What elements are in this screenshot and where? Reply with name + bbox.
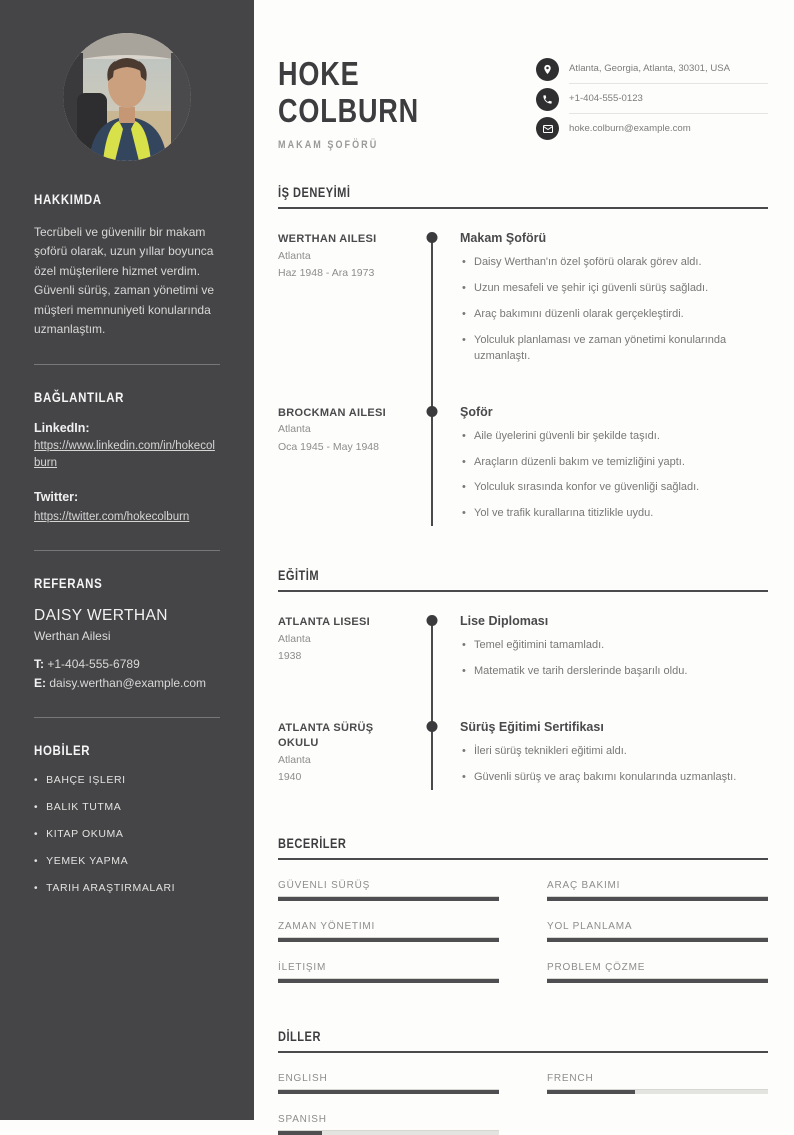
contact-email: hoke.colburn@example.com xyxy=(569,123,691,134)
education-entry-details xyxy=(448,718,768,796)
skill-label: İLETIŞIM xyxy=(278,962,327,974)
bullet: • Araçların düzenli bakım ve temizliğini yaptı. xyxy=(460,455,768,471)
degree-title: Lise Diploması xyxy=(460,614,549,629)
header xyxy=(278,52,768,151)
skill-item xyxy=(547,962,768,983)
language-bar-fill xyxy=(278,1090,499,1094)
timeline-marker xyxy=(416,403,448,533)
language-bar-fill xyxy=(547,1090,635,1094)
school-name: ATLANTA SÜRÜŞ OKULU xyxy=(278,722,374,750)
hobby-label: BALIK TUTMA xyxy=(46,800,122,813)
hobby-list xyxy=(34,774,220,894)
language-label: SPANISH xyxy=(278,1114,327,1126)
main-content xyxy=(254,0,794,1126)
skills-heading: BECERİLER xyxy=(278,836,347,852)
linkedin-link[interactable]: https://www.linkedin.com/in/hokecolburn xyxy=(34,439,215,469)
hobby-item xyxy=(34,855,220,867)
language-bar-fill xyxy=(278,1131,322,1135)
reference-phone xyxy=(34,655,220,674)
hobby-label: BAHÇE IŞLERI xyxy=(46,773,126,786)
hobby-label: TARIH ARAŞTIRMALARI xyxy=(46,881,176,894)
about-text: Tecrübeli ve güvenilir bir makam şoförü olarak, uzun yıllar boyunca özel müşterilere hizmet verdim. Güvenli sürüş, zaman yönetimi ve müşteri memnuniyeti konularında uzmanlaştım. xyxy=(34,225,215,337)
skill-item xyxy=(547,880,768,901)
hobby-item xyxy=(34,774,220,786)
company-name: BROCKMAN AILESI xyxy=(278,406,386,419)
employment-dates: Haz 1948 - Ara 1973 xyxy=(278,266,375,279)
languages-heading: DİLLER xyxy=(278,1029,321,1045)
email-icon xyxy=(536,117,559,140)
skill-bar-fill xyxy=(278,897,499,901)
skill-bar xyxy=(547,937,768,942)
skill-bar-fill xyxy=(547,938,768,942)
bullet-icon: • xyxy=(34,774,39,786)
contact-row-phone xyxy=(536,84,768,114)
links-section xyxy=(34,389,220,527)
skill-label: ARAÇ BAKIMI xyxy=(547,880,621,892)
about-heading: HAKKIMDA xyxy=(34,191,102,207)
education-section xyxy=(278,568,768,796)
bullet: • Güvenli sürüş ve araç bakımı konularında uzmanlaştı. xyxy=(460,770,768,786)
skill-label: ZAMAN YÖNETIMI xyxy=(278,921,376,933)
reference-section xyxy=(34,575,220,692)
skill-bar-fill xyxy=(278,979,499,983)
language-item xyxy=(547,1073,768,1094)
reference-phone-label: T: xyxy=(34,657,44,672)
sidebar-divider xyxy=(34,364,220,365)
timeline-marker xyxy=(416,718,448,796)
skills-grid xyxy=(278,880,768,983)
role-title: Şoför xyxy=(460,404,493,419)
bullet: • Uzun mesafeli ve şehir içi güvenli sürüş sağladı. xyxy=(460,281,768,297)
language-label: ENGLISH xyxy=(278,1073,328,1085)
linkedin-label: LinkedIn: xyxy=(34,420,90,435)
skill-bar xyxy=(278,978,499,983)
bullet-icon: • xyxy=(34,828,39,840)
bullet-icon: • xyxy=(34,882,39,894)
role-bullets xyxy=(460,429,768,523)
phone-icon xyxy=(536,88,559,111)
skill-item xyxy=(278,880,499,901)
hobbies-section xyxy=(34,742,220,894)
education-entry xyxy=(278,718,768,796)
contact-row-location xyxy=(536,54,768,84)
bullet: • Temel eğitimini tamamladı. xyxy=(460,638,768,654)
reference-name: DAISY WERTHAN xyxy=(34,607,168,625)
bullet: • Yol ve trafik kurallarına titizlikle uydu. xyxy=(460,506,768,522)
link-item-linkedin xyxy=(34,421,220,473)
degree-title: Sürüş Eğitimi Sertifikası xyxy=(460,720,604,735)
bullet: • Araç bakımını düzenli olarak gerçekleştirdi. xyxy=(460,307,768,323)
language-bar xyxy=(278,1089,499,1094)
skill-label: PROBLEM ÇÖZME xyxy=(547,962,646,974)
experience-entry xyxy=(278,229,768,375)
contact-block xyxy=(536,52,768,143)
contact-phone: +1-404-555-0123 xyxy=(569,84,768,114)
language-bar xyxy=(278,1130,499,1135)
language-label: FRENCH xyxy=(547,1073,594,1085)
languages-grid xyxy=(278,1073,768,1135)
education-heading: EĞİTİM xyxy=(278,568,320,584)
role-title: Makam Şoförü xyxy=(460,230,547,245)
language-item xyxy=(278,1073,499,1094)
twitter-link[interactable]: https://twitter.com/hokecolburn xyxy=(34,511,190,524)
school-name: ATLANTA LISESI xyxy=(278,616,370,629)
school-location: Atlanta xyxy=(278,753,311,766)
bullet: • Daisy Werthan'ın özel şoförü olarak görev aldı. xyxy=(460,255,768,271)
experience-section xyxy=(278,185,768,532)
language-item xyxy=(278,1114,499,1135)
hobbies-heading: HOBİLER xyxy=(34,741,91,758)
skill-label: YOL PLANLAMA xyxy=(547,921,633,933)
company-location: Atlanta xyxy=(278,249,311,262)
education-entry-details xyxy=(448,612,768,690)
skills-section xyxy=(278,836,768,983)
skill-bar xyxy=(547,978,768,983)
bullet: • Yolculuk sırasında konfor ve güvenliği sağladı. xyxy=(460,480,768,496)
role-bullets xyxy=(460,255,768,365)
reference-email-value: daisy.werthan@example.com xyxy=(49,675,207,690)
reference-heading: REFERANS xyxy=(34,575,103,592)
hobby-item xyxy=(34,801,220,813)
language-bar xyxy=(547,1089,768,1094)
experience-entry-details xyxy=(448,403,768,533)
sidebar xyxy=(0,0,254,1120)
education-entry xyxy=(278,612,768,690)
education-entry-meta xyxy=(278,612,416,690)
bullet-icon: • xyxy=(34,801,39,813)
education-dates: 1938 xyxy=(278,650,302,663)
degree-bullets xyxy=(460,638,768,680)
experience-entry xyxy=(278,403,768,533)
hobby-label: KITAP OKUMA xyxy=(46,827,124,840)
skill-item xyxy=(278,921,499,942)
skill-bar-fill xyxy=(547,897,768,901)
reference-affiliation: Werthan Ailesi xyxy=(34,629,111,644)
timeline-marker xyxy=(416,612,448,690)
job-title: MAKAM ŞOFÖRÜ xyxy=(278,138,379,151)
bullet: • Yolculuk planlaması ve zaman yönetimi konularında uzmanlaştı. xyxy=(460,333,768,365)
location-icon xyxy=(536,58,559,81)
sidebar-divider xyxy=(34,717,220,718)
hobby-label: YEMEK YAPMA xyxy=(46,854,129,867)
company-location: Atlanta xyxy=(278,423,311,436)
experience-entry-details xyxy=(448,229,768,375)
reference-email-label: E: xyxy=(34,675,46,690)
reference-email xyxy=(34,674,220,693)
skill-item xyxy=(278,962,499,983)
skill-bar-fill xyxy=(278,938,499,942)
bullet-icon: • xyxy=(34,855,39,867)
links-heading: BAĞLANTILAR xyxy=(34,388,125,405)
name-line-1: HOKE xyxy=(278,55,360,92)
experience-heading: İŞ DENEYİMİ xyxy=(278,184,351,200)
hobby-item xyxy=(34,882,220,894)
skill-bar xyxy=(278,896,499,901)
contact-row-email xyxy=(536,114,768,143)
degree-bullets xyxy=(460,744,768,786)
experience-entry-meta xyxy=(278,229,416,375)
about-section xyxy=(34,191,220,340)
languages-section xyxy=(278,1029,768,1135)
timeline-marker xyxy=(416,229,448,375)
twitter-label: Twitter: xyxy=(34,490,79,505)
employment-dates: Oca 1945 - May 1948 xyxy=(278,440,379,453)
name-line-2: COLBURN xyxy=(278,91,420,129)
education-dates: 1940 xyxy=(278,771,302,784)
hobby-item xyxy=(34,828,220,840)
experience-entry-meta xyxy=(278,403,416,533)
bullet: • Matematik ve tarih derslerinde başarılı oldu. xyxy=(460,664,768,680)
skill-label: GÜVENLI SÜRÜŞ xyxy=(278,880,371,892)
link-item-twitter xyxy=(34,490,220,526)
name-block xyxy=(278,52,450,151)
education-entry-meta xyxy=(278,718,416,796)
contact-location: Atlanta, Georgia, Atlanta, 30301, USA xyxy=(569,54,768,84)
skill-bar-fill xyxy=(547,979,768,983)
reference-phone-value: +1-404-555-6789 xyxy=(47,657,140,672)
company-name: WERTHAN AILESI xyxy=(278,232,377,245)
bullet: • Aile üyelerini güvenli bir şekilde taşıdı. xyxy=(460,429,768,445)
skill-bar xyxy=(278,937,499,942)
bullet: • İleri sürüş teknikleri eğitimi aldı. xyxy=(460,744,768,760)
school-location: Atlanta xyxy=(278,633,311,646)
sidebar-divider xyxy=(34,550,220,551)
profile-photo xyxy=(63,33,191,161)
skill-item xyxy=(547,921,768,942)
skill-bar xyxy=(547,896,768,901)
